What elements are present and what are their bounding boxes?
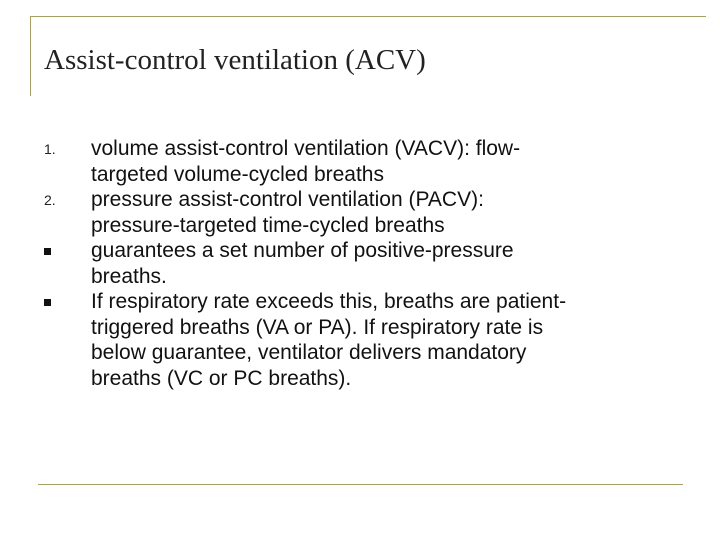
square-bullet-icon bbox=[44, 299, 51, 306]
list-item bbox=[0, 187, 720, 238]
list-item-line: guarantees a set number of positive-pressure bbox=[91, 239, 514, 262]
list-item-line: targeted volume-cycled breaths bbox=[91, 162, 384, 186]
frame-left-line bbox=[30, 16, 31, 96]
list-item-line: pressure assist-control ventilation (PACV): bbox=[91, 188, 484, 211]
list-item-line: volume assist-control ventilation (VACV): flow- bbox=[91, 137, 521, 160]
list-item bbox=[0, 238, 720, 289]
list-item-line: triggered breaths (VA or PA). If respiratory rate is bbox=[91, 315, 544, 339]
list-item bbox=[0, 136, 720, 187]
list-item-line: below guarantee, ventilator delivers mandatory bbox=[91, 341, 527, 364]
list-number: 2. bbox=[44, 192, 56, 208]
bullet-list bbox=[0, 136, 720, 391]
list-number: 1. bbox=[44, 141, 56, 157]
list-item-line: breaths. bbox=[91, 264, 167, 288]
square-bullet-icon bbox=[44, 248, 51, 255]
list-item-line: If respiratory rate exceeds this, breaths are patient- bbox=[91, 290, 567, 313]
list-item-line: breaths (VC or PC breaths). bbox=[91, 366, 352, 390]
frame-top-line bbox=[30, 16, 706, 17]
slide-title: Assist-control ventilation (ACV) bbox=[44, 44, 426, 76]
list-item-line: pressure-targeted time-cycled breaths bbox=[91, 213, 445, 237]
frame-bottom-line bbox=[38, 484, 683, 485]
list-item bbox=[0, 289, 720, 391]
